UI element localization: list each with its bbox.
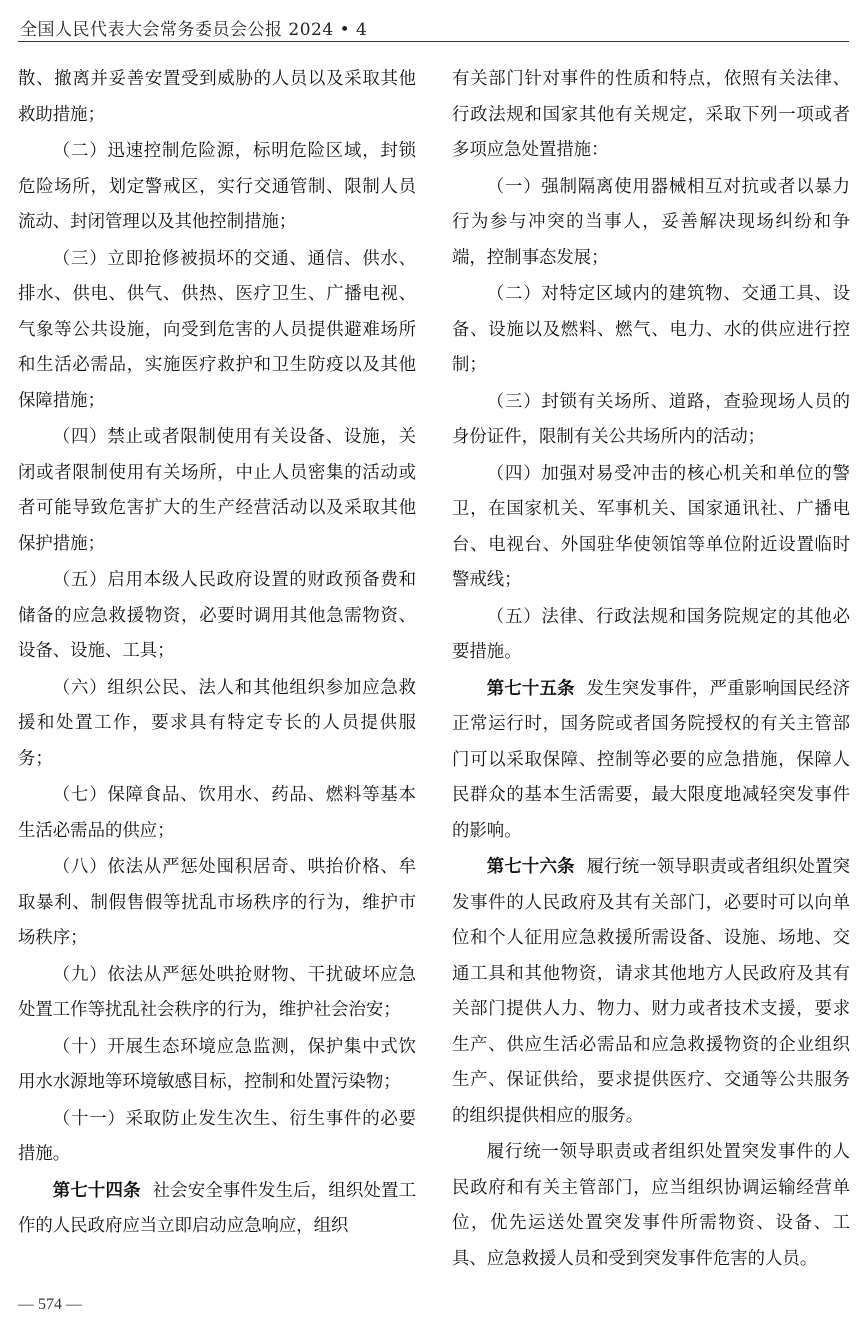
publication-title: 全国人民代表大会常务委员会公报 2024 • 4 xyxy=(20,20,368,40)
paragraph xyxy=(18,850,416,957)
paragraph xyxy=(452,170,850,277)
paragraph xyxy=(452,672,850,850)
paragraph xyxy=(452,1135,850,1277)
paragraph-text: 散、撤离并妥善安置受到威胁的人员以及采取其他救助措施； xyxy=(18,69,416,125)
paragraph xyxy=(18,958,416,1029)
paragraph-text: （六）组织公民、法人和其他组织参加应急救援和处置工作，要求具有特定专长的人员提供服务； xyxy=(18,677,416,769)
paragraph xyxy=(452,277,850,384)
paragraph xyxy=(18,778,416,849)
paragraph xyxy=(18,1030,416,1101)
right-column xyxy=(452,62,850,1278)
paragraph xyxy=(18,563,416,670)
paragraph xyxy=(18,671,416,778)
paragraph-text: （三）封锁有关场所、道路，查验现场人员的身份证件，限制有关公共场所内的活动； xyxy=(452,391,850,447)
paragraph-text: （二）迅速控制危险源，标明危险区域，封锁危险场所，划定警戒区，实行交通管制、限制人员流动、封闭管理以及其他控制措施； xyxy=(18,141,416,232)
paragraph-text: 发生突发事件，严重影响国民经济正常运行时，国务院或者国务院授权的有关主管部门可以采取保障、控制等必要的应急措施，保障人民群众的基本生活需要，最大限度地减轻突发事件的影响。 xyxy=(452,678,850,841)
paragraph xyxy=(18,1102,416,1173)
paragraph-text: （十）开展生态环境应急监测，保护集中式饮用水水源地等环境敏感目标，控制和处置污染物； xyxy=(18,1036,416,1092)
paragraph xyxy=(18,62,416,133)
paragraph-text: （二）对特定区域内的建筑物、交通工具、设备、设施以及燃料、燃气、电力、水的供应进行控制； xyxy=(452,284,850,375)
left-column xyxy=(18,62,416,1246)
paragraph xyxy=(452,385,850,456)
paragraph-text: 有关部门针对事件的性质和特点，依照有关法律、行政法规和国家其他有关规定，采取下列一项或者多项应急处置措施： xyxy=(452,69,850,160)
paragraph xyxy=(18,242,416,420)
paragraph xyxy=(452,600,850,671)
paragraph xyxy=(452,850,850,1134)
paragraph-text: 履行统一领导职责或者组织处置突发事件的人民政府和有关主管部门，应当组织协调运输经营单位，优先运送处置突发事件所需物资、设备、工具、应急救援人员和受到突发事件危害的人员。 xyxy=(452,1142,850,1269)
article-number: 第七十六条 xyxy=(486,857,575,877)
paragraph-text: （四）加强对易受冲击的核心机关和单位的警卫，在国家机关、军事机关、国家通讯社、广播电台、电视台、外国驻华使领馆等单位附近设置临时警戒线； xyxy=(452,463,850,590)
paragraph xyxy=(452,62,850,169)
paragraph-text: （五）启用本级人民政府设置的财政预备费和储备的应急救援物资，必要时调用其他急需物资、设备、设施、工具； xyxy=(18,570,416,661)
paragraph xyxy=(18,1174,416,1245)
paragraph-text: （九）依法从严惩处哄抢财物、干扰破坏应急处置工作等扰乱社会秩序的行为，维护社会治安； xyxy=(18,964,416,1020)
paragraph-text: （四）禁止或者限制使用有关设备、设施，关闭或者限制使用有关场所，中止人员密集的活动或者可能导致危害扩大的生产经营活动以及采取其他保护措施； xyxy=(18,427,416,554)
page-header xyxy=(18,12,849,42)
paragraph-text: （五）法律、行政法规和国务院规定的其他必要措施。 xyxy=(452,606,850,662)
paragraph-text: 社会安全事件发生后，组织处置工作的人民政府应当立即启动应急响应，组织 xyxy=(18,1180,416,1236)
paragraph-text: （一）强制隔离使用器械相互对抗或者以暴力行为参与冲突的当事人，妥善解决现场纠纷和争端，控制事态发展； xyxy=(452,176,850,268)
article-number: 第七十五条 xyxy=(486,678,575,699)
paragraph xyxy=(452,457,850,599)
article-number: 第七十四条 xyxy=(52,1180,141,1201)
paragraph-text: （八）依法从严惩处囤积居奇、哄抬价格、牟取暴利、制假售假等扰乱市场秩序的行为，维护市场秩序； xyxy=(18,857,416,948)
paragraph-text: （七）保障食品、饮用水、药品、燃料等基本生活必需品的供应； xyxy=(18,785,416,841)
page-number: — 574 — xyxy=(18,1296,82,1313)
paragraph-text: 履行统一领导职责或者组织处置突发事件的人民政府及其有关部门，必要时可以向单位和个人征用应急救援所需设备、设施、场地、交通工具和其他物资，请求其他地方人民政府及其有关部门提供人力、物力、财力或者技术支援，要求生产、供应生活必需品和应急救援物资的企业组织生产、保证供给，要求提供医疗、交通等公共服务的组织提供相应的服务。 xyxy=(452,857,850,1126)
paragraph-text: （三）立即抢修被损坏的交通、通信、供水、排水、供电、供气、供热、医疗卫生、广播电视、气象等公共设施，向受到危害的人员提供避难场所和生活必需品，实施医疗救护和卫生防疫以及其他保障措施； xyxy=(18,248,416,411)
paragraph xyxy=(18,134,416,241)
paragraph-text: （十一）采取防止发生次生、衍生事件的必要措施。 xyxy=(18,1108,416,1164)
paragraph xyxy=(18,420,416,562)
